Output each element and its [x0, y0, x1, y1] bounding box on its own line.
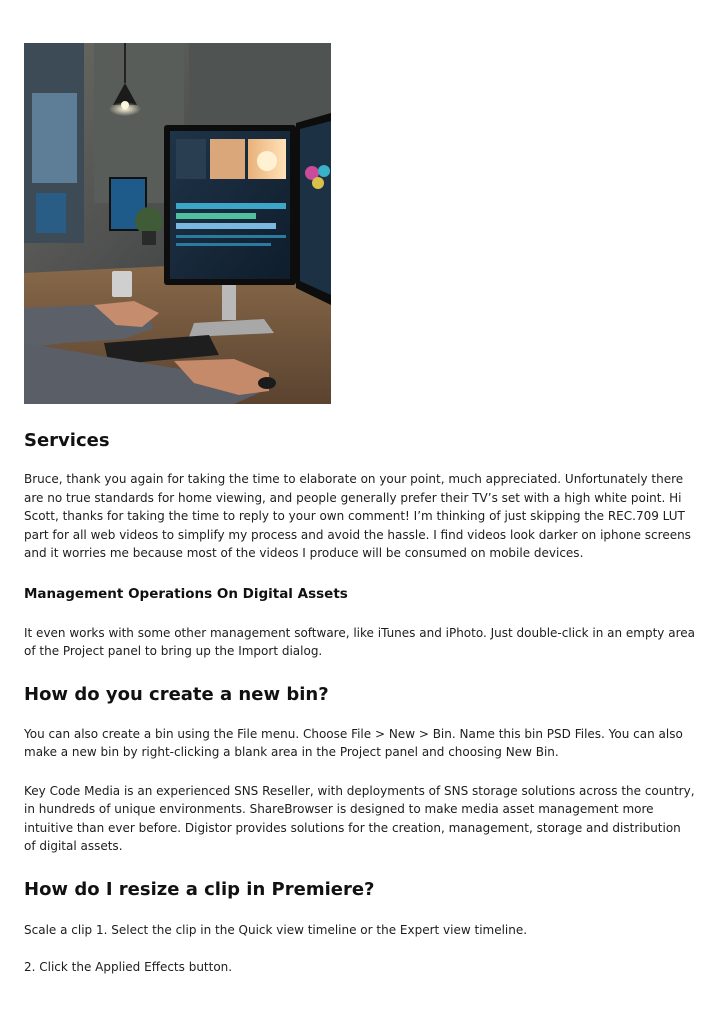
create-bin-paragraph: You can also create a bin using the File menu. Choose File > New > Bin. Name this bin PSD Files. You can also make a new bin by right-clicking a blank area in the Project panel and choosing New Bin. [24, 726, 683, 759]
video-editing-workstation-photo [24, 43, 331, 404]
key-code-media-paragraph: Key Code Media is an experienced SNS Reseller, with deployments of SNS storage solutions across the country, in hundreds of unique environments. ShareBrowser is designed to make media asset management more intuitive than ever before. Digistor provides solutions for the creation, management, storage and distribution of digital assets. [24, 783, 695, 853]
services-paragraph: Bruce, thank you again for taking the time to elaborate on your point, much appreciated. Unfortunately there are no true standards for home viewing, and people generally prefer their TV’s set with a high white point. Hi Scott, thanks for taking the time to reply to your own comment! I’m thinking of just skipping the REC.709 LUT part for all web videos to simplify my process and avoid the hassle. I find videos look darker on iphone screens and it worries me because most of the videos I produce will be consumed on mobile devices. [24, 472, 691, 560]
resize-step-1: Scale a clip 1. Select the clip in the Quick view timeline or the Expert view timeline. [24, 922, 528, 937]
article [24, 43, 696, 977]
resize-clip-heading: How do I resize a clip in Premiere? [24, 878, 375, 900]
management-operations-heading: Management Operations On Digital Assets [24, 585, 348, 602]
management-operations-paragraph: It even works with some other management software, like iTunes and iPhoto. Just double-click in an empty area of the Project panel to bring up the Import dialog. [24, 625, 695, 658]
resize-step-2: 2. Click the Applied Effects button. [24, 960, 233, 974]
create-bin-heading: How do you create a new bin? [24, 683, 329, 705]
services-heading: Services [24, 430, 110, 451]
